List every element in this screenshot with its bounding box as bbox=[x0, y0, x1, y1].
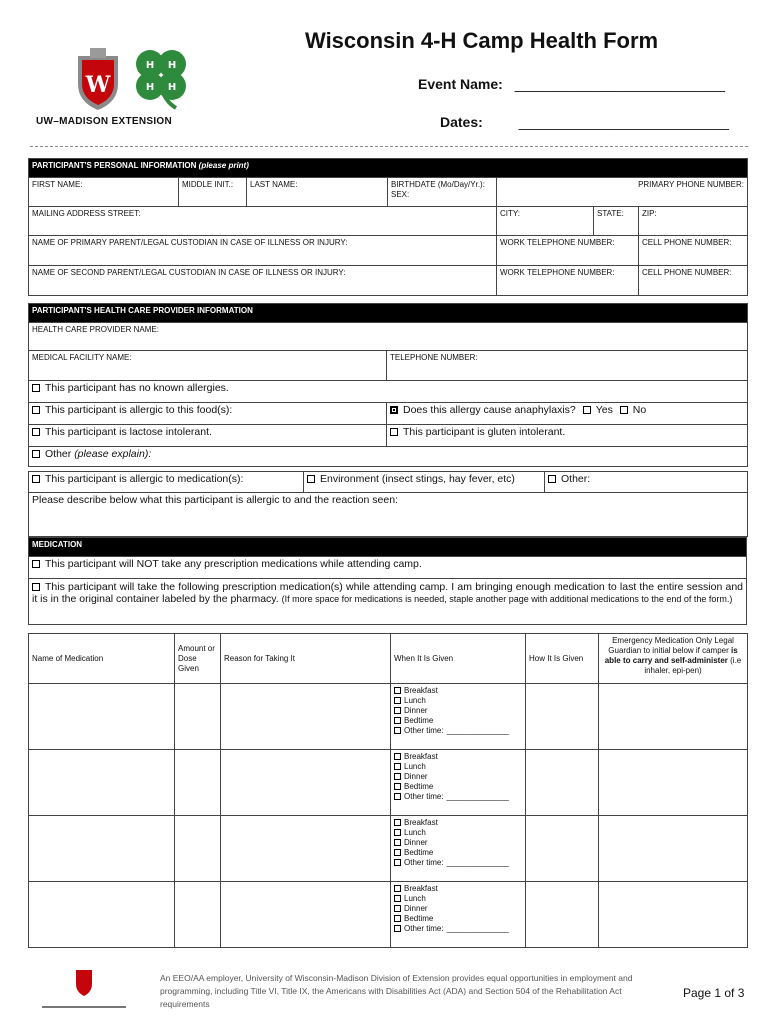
med-how-cell[interactable] bbox=[526, 750, 599, 816]
medication-row bbox=[29, 882, 748, 948]
parent1-cell-phone[interactable]: CELL PHONE NUMBER: bbox=[639, 236, 748, 266]
checkbox-icon[interactable] bbox=[620, 406, 628, 414]
med-name-cell[interactable] bbox=[29, 882, 175, 948]
checkbox-icon[interactable] bbox=[394, 905, 401, 912]
event-name-blank[interactable]: ___________________________ bbox=[514, 76, 725, 92]
street-field[interactable]: MAILING ADDRESS STREET: bbox=[29, 207, 497, 236]
parent1-work-phone[interactable]: WORK TELEPHONE NUMBER: bbox=[497, 236, 639, 266]
checkbox-icon[interactable] bbox=[394, 793, 401, 800]
parent2-work-phone[interactable]: WORK TELEPHONE NUMBER: bbox=[497, 266, 639, 296]
allergy-medication-table bbox=[28, 471, 748, 537]
provider-allergy-table bbox=[28, 303, 748, 467]
checkbox-icon[interactable] bbox=[32, 428, 40, 436]
checkbox-icon[interactable] bbox=[394, 707, 401, 714]
environment-row[interactable]: Environment (insect stings, hay fever, etc) bbox=[304, 472, 545, 493]
primary-phone-field[interactable]: PRIMARY PHONE NUMBER: bbox=[497, 178, 748, 207]
first-name-field[interactable]: FIRST NAME: bbox=[29, 178, 179, 207]
medication-row bbox=[29, 684, 748, 750]
allergy-none-row[interactable]: This participant has no known allergies. bbox=[29, 381, 748, 403]
checkbox-icon[interactable] bbox=[32, 384, 40, 392]
event-name-label: Event Name: bbox=[418, 76, 503, 92]
checkbox-icon[interactable] bbox=[390, 428, 398, 436]
time-option[interactable]: Bedtime bbox=[394, 914, 522, 924]
checkbox-icon[interactable] bbox=[32, 450, 40, 458]
med-when-cell[interactable] bbox=[391, 750, 526, 816]
last-name-field[interactable]: LAST NAME: bbox=[247, 178, 388, 207]
checkbox-icon[interactable] bbox=[394, 783, 401, 790]
med-when-cell[interactable] bbox=[391, 684, 526, 750]
parent2-cell-phone[interactable]: CELL PHONE NUMBER: bbox=[639, 266, 748, 296]
time-option[interactable]: Other time: ______________ bbox=[394, 858, 522, 868]
parent1-field[interactable]: NAME OF PRIMARY PARENT/LEGAL CUSTODIAN IN CASE OF ILLNESS OR INJURY: bbox=[29, 236, 497, 266]
time-option[interactable]: Dinner bbox=[394, 706, 522, 716]
medication-row bbox=[29, 750, 748, 816]
4h-clover-logo bbox=[132, 46, 190, 110]
med-when-cell[interactable] bbox=[391, 882, 526, 948]
checkbox-icon[interactable] bbox=[32, 406, 40, 414]
checkbox-icon[interactable] bbox=[394, 753, 401, 760]
checkbox-icon[interactable] bbox=[32, 560, 40, 568]
dates-blank[interactable]: ___________________________ bbox=[518, 114, 729, 130]
col-name-of-medication: Name of Medication bbox=[29, 634, 175, 684]
allergy-food-row[interactable]: This participant is allergic to this food(s): bbox=[29, 403, 387, 425]
uw-crest-logo bbox=[70, 46, 126, 112]
med-name-cell[interactable] bbox=[29, 750, 175, 816]
time-option[interactable]: Dinner bbox=[394, 904, 522, 914]
svg-text:H: H bbox=[167, 60, 177, 71]
med-how-cell[interactable] bbox=[526, 882, 599, 948]
checkbox-icon[interactable] bbox=[394, 915, 401, 922]
checkbox-icon[interactable] bbox=[394, 687, 401, 694]
med-when-cell[interactable] bbox=[391, 816, 526, 882]
med-amount-cell[interactable] bbox=[175, 750, 221, 816]
checkbox-icon[interactable] bbox=[32, 583, 40, 591]
provider-name-field[interactable]: HEALTH CARE PROVIDER NAME: bbox=[29, 323, 748, 351]
med-emergency-cell[interactable] bbox=[599, 816, 748, 882]
header-divider bbox=[30, 146, 748, 147]
col-how: How It Is Given bbox=[526, 634, 599, 684]
checkbox-icon[interactable] bbox=[394, 717, 401, 724]
checkbox-icon[interactable] bbox=[307, 475, 315, 483]
time-option[interactable]: Lunch bbox=[394, 828, 522, 838]
parent2-field[interactable]: NAME OF SECOND PARENT/LEGAL CUSTODIAN IN CASE OF ILLNESS OR INJURY: bbox=[29, 266, 497, 296]
time-option[interactable]: Breakfast bbox=[394, 818, 522, 828]
checkbox-icon[interactable] bbox=[32, 475, 40, 483]
allergy-describe-field[interactable]: Please describe below what this participant is allergic to and the reaction seen: bbox=[29, 493, 748, 537]
time-option[interactable]: Breakfast bbox=[394, 752, 522, 762]
medication-header: MEDICATION bbox=[29, 538, 747, 557]
med-how-cell[interactable] bbox=[526, 816, 599, 882]
will-take-medication-row[interactable]: This participant will take the following prescription medication(s) while attending camp. I am bringing enough medication to last the entire session and it is in the original container labeled by the pharmacy. (If more space for medications is needed, staple another page with additional medications to the end of the form.) bbox=[29, 579, 747, 625]
dates-row bbox=[440, 114, 729, 130]
middle-init-field[interactable]: MIDDLE INIT.: bbox=[179, 178, 247, 207]
checkbox-icon[interactable] bbox=[583, 406, 591, 414]
medication-section-table bbox=[28, 537, 747, 625]
time-option[interactable]: Breakfast bbox=[394, 884, 522, 894]
time-option[interactable]: Lunch bbox=[394, 696, 522, 706]
med-amount-cell[interactable] bbox=[175, 684, 221, 750]
med-name-cell[interactable] bbox=[29, 816, 175, 882]
time-option[interactable]: Bedtime bbox=[394, 716, 522, 726]
med-emergency-cell[interactable] bbox=[599, 750, 748, 816]
personal-info-header: PARTICIPANT'S PERSONAL INFORMATION (please print) bbox=[29, 159, 748, 178]
time-option[interactable]: Breakfast bbox=[394, 686, 522, 696]
svg-text:H: H bbox=[167, 82, 177, 93]
medication-row bbox=[29, 816, 748, 882]
checkbox-icon[interactable] bbox=[394, 859, 401, 866]
col-reason: Reason for Taking It bbox=[221, 634, 391, 684]
time-option[interactable]: Lunch bbox=[394, 762, 522, 772]
checkbox-icon[interactable] bbox=[394, 819, 401, 826]
time-option[interactable]: Dinner bbox=[394, 838, 522, 848]
col-amount: Amount or Dose Given bbox=[175, 634, 221, 684]
med-reason-cell[interactable] bbox=[221, 882, 391, 948]
city-field[interactable]: CITY: bbox=[497, 207, 594, 236]
extension-logo-text: UW–MADISON EXTENSION bbox=[36, 116, 173, 127]
anaphylaxis-row: Does this allergy cause anaphylaxis? Yes No bbox=[387, 403, 748, 425]
allergy-medication-row[interactable]: This participant is allergic to medication(s): bbox=[29, 472, 304, 493]
med-name-cell[interactable] bbox=[29, 684, 175, 750]
col-when: When It Is Given bbox=[391, 634, 526, 684]
form-title: Wisconsin 4-H Camp Health Form bbox=[305, 28, 659, 53]
checkbox-icon[interactable] bbox=[394, 697, 401, 704]
med-reason-cell[interactable] bbox=[221, 816, 391, 882]
allergy-other-row[interactable]: Other (please explain): bbox=[29, 447, 748, 467]
med-how-cell[interactable] bbox=[526, 684, 599, 750]
checkbox-icon[interactable] bbox=[548, 475, 556, 483]
time-option[interactable]: Other time: ______________ bbox=[394, 792, 522, 802]
time-option[interactable]: Bedtime bbox=[394, 848, 522, 858]
med-emergency-cell[interactable] bbox=[599, 684, 748, 750]
state-field[interactable]: STATE: bbox=[594, 207, 639, 236]
checkbox-icon[interactable] bbox=[394, 925, 401, 932]
time-option[interactable]: Other time: ______________ bbox=[394, 924, 522, 934]
time-option[interactable]: Dinner bbox=[394, 772, 522, 782]
medication-table bbox=[28, 633, 748, 948]
checkbox-icon[interactable] bbox=[394, 763, 401, 770]
gluten-row[interactable]: This participant is gluten intolerant. bbox=[387, 425, 748, 447]
med-emergency-cell[interactable] bbox=[599, 882, 748, 948]
page-number: Page 1 of 3 bbox=[683, 986, 745, 1000]
col-emergency: Emergency Medication Only Legal Guardian to initial below if camper is able to carry and self-administer (i.e inhaler, epi-pen) bbox=[599, 634, 748, 684]
lactose-row[interactable]: This participant is lactose intolerant. bbox=[29, 425, 387, 447]
svg-text:H: H bbox=[145, 82, 155, 93]
checkbox-icon[interactable] bbox=[394, 727, 401, 734]
extension-footer-logo bbox=[38, 966, 130, 1014]
med-reason-cell[interactable] bbox=[221, 750, 391, 816]
facility-field[interactable]: MEDICAL FACILITY NAME: bbox=[29, 351, 387, 381]
dates-label: Dates: bbox=[440, 114, 483, 130]
checkbox-icon[interactable] bbox=[394, 885, 401, 892]
checkbox-icon[interactable] bbox=[394, 849, 401, 856]
checkbox-icon[interactable] bbox=[394, 895, 401, 902]
med-amount-cell[interactable] bbox=[175, 882, 221, 948]
provider-header: PARTICIPANT'S HEALTH CARE PROVIDER INFORMATION bbox=[29, 304, 748, 323]
zip-field[interactable]: ZIP: bbox=[639, 207, 748, 236]
allergy-other2-row[interactable]: Other: bbox=[545, 472, 748, 493]
checkbox-icon[interactable] bbox=[394, 839, 401, 846]
birthdate-sex-field[interactable]: BIRTHDATE (Mo/Day/Yr.): SEX: bbox=[388, 178, 497, 207]
no-medication-row[interactable]: This participant will NOT take any prescription medications while attending camp. bbox=[29, 557, 747, 579]
time-option[interactable]: Bedtime bbox=[394, 782, 522, 792]
checkbox-icon[interactable] bbox=[394, 829, 401, 836]
med-reason-cell[interactable] bbox=[221, 684, 391, 750]
med-amount-cell[interactable] bbox=[175, 816, 221, 882]
checked-checkbox-icon[interactable] bbox=[390, 406, 398, 414]
svg-text:W: W bbox=[85, 72, 111, 98]
svg-text:H: H bbox=[145, 60, 155, 71]
provider-telephone-field[interactable]: TELEPHONE NUMBER: bbox=[387, 351, 748, 381]
time-option[interactable]: Other time: ______________ bbox=[394, 726, 522, 736]
personal-info-table bbox=[28, 158, 748, 296]
checkbox-icon[interactable] bbox=[394, 773, 401, 780]
footer-eeo-text: An EEO/AA employer, University of Wisconsin-Madison Division of Extension provides equal opportunities in employment and programming, including Title VI, Title IX, the Americans with Disabilities Act (ADA) and Section 504 of the Rehabilitation Act requirements bbox=[160, 973, 633, 1009]
event-name-row bbox=[418, 76, 725, 92]
time-option[interactable]: Lunch bbox=[394, 894, 522, 904]
